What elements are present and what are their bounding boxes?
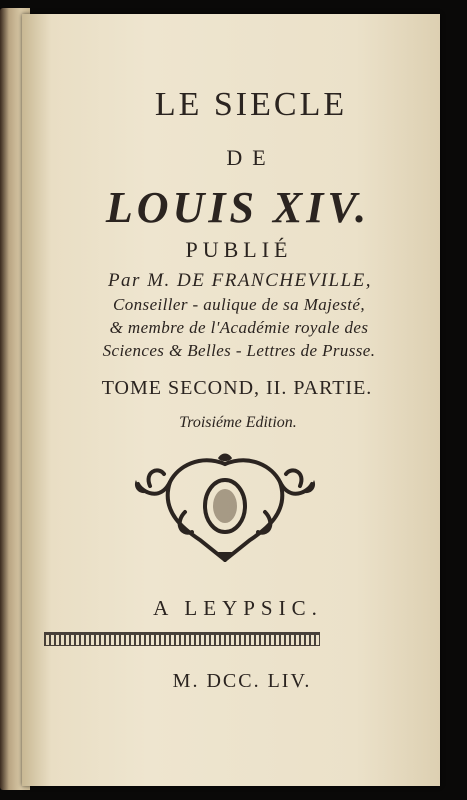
floral-ornament-icon (130, 452, 320, 562)
author-line: Par M. DE FRANCHEVILLE, (107, 270, 373, 291)
published-label: PUBLIÉ (185, 237, 293, 262)
author-role-line-1: Conseiller - aulique de sa Majesté, (113, 295, 365, 314)
book-title: LE SIECLE (154, 86, 348, 123)
edition-line: Troisiéme Edition. (179, 414, 297, 431)
title-page (22, 14, 440, 786)
author-role-line-2: & membre de l'Académie royale des (109, 318, 369, 337)
author-role-line-3: Sciences & Belles - Lettres de Prusse. (102, 341, 376, 360)
title-subject: LOUIS XIV. (105, 183, 371, 232)
publication-year: M. DCC. LIV. (172, 670, 312, 692)
title-connector: DE (226, 145, 276, 170)
volume-line: TOME SECOND, II. PARTIE. (101, 377, 373, 399)
publication-place: A LEYPSIC. (153, 596, 323, 620)
decorative-rule (44, 632, 320, 646)
